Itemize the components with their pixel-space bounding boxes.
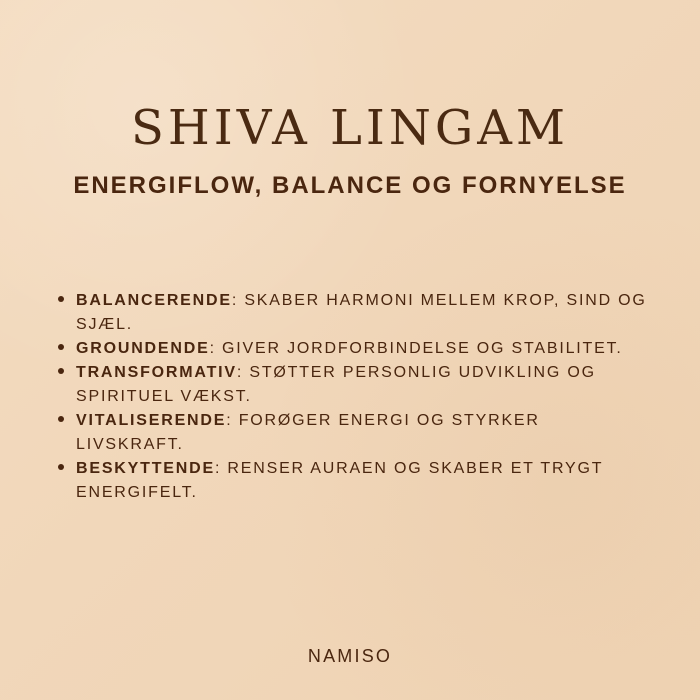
benefit-text (76, 457, 650, 505)
benefit-separator: : (214, 460, 222, 477)
benefit-separator: : (236, 364, 244, 381)
benefit-item (58, 289, 650, 337)
benefit-item (58, 409, 650, 457)
bullet-icon (58, 344, 64, 350)
benefit-item (58, 337, 650, 361)
benefit-item (58, 361, 650, 409)
brand-logo: NAMISO (307, 646, 393, 666)
benefit-separator: : (226, 412, 233, 429)
benefit-separator: : (209, 340, 216, 357)
benefit-label: BALANCERENDE (76, 292, 232, 309)
benefit-description: SKABER HARMONI MELLEM KROP, SIND OG SJÆL. (76, 292, 647, 333)
bullet-icon (58, 464, 64, 470)
benefit-text (76, 409, 650, 457)
benefit-description: STØTTER PERSONLIG UDVIKLING OG SPIRITUEL VÆKST. (76, 364, 596, 405)
benefit-text (76, 289, 650, 337)
benefit-text (76, 337, 650, 361)
benefit-separator: : (231, 292, 239, 309)
page-title: SHIVA LINGAM (130, 100, 570, 156)
benefit-label: TRANSFORMATIV (76, 364, 237, 381)
benefit-item (58, 457, 650, 505)
benefit-description: RENSER AURAEN OG SKABER ET TRYGT ENERGIFELT. (76, 460, 604, 501)
bullet-icon (58, 416, 64, 422)
benefit-description: GIVER JORDFORBINDELSE OG STABILITET. (215, 340, 623, 357)
bullet-icon (58, 296, 64, 302)
benefit-label: GROUNDENDE (76, 340, 210, 357)
benefit-text (76, 361, 650, 409)
benefits-list (58, 289, 650, 505)
benefit-label: VITALISERENDE (76, 412, 227, 429)
benefit-description: FORØGER ENERGI OG STYRKER LIVSKRAFT. (76, 412, 540, 453)
bullet-icon (58, 368, 64, 374)
benefit-label: BESKYTTENDE (76, 460, 215, 477)
page-subtitle: ENERGIFLOW, BALANCE OG FORNYELSE (73, 172, 627, 199)
